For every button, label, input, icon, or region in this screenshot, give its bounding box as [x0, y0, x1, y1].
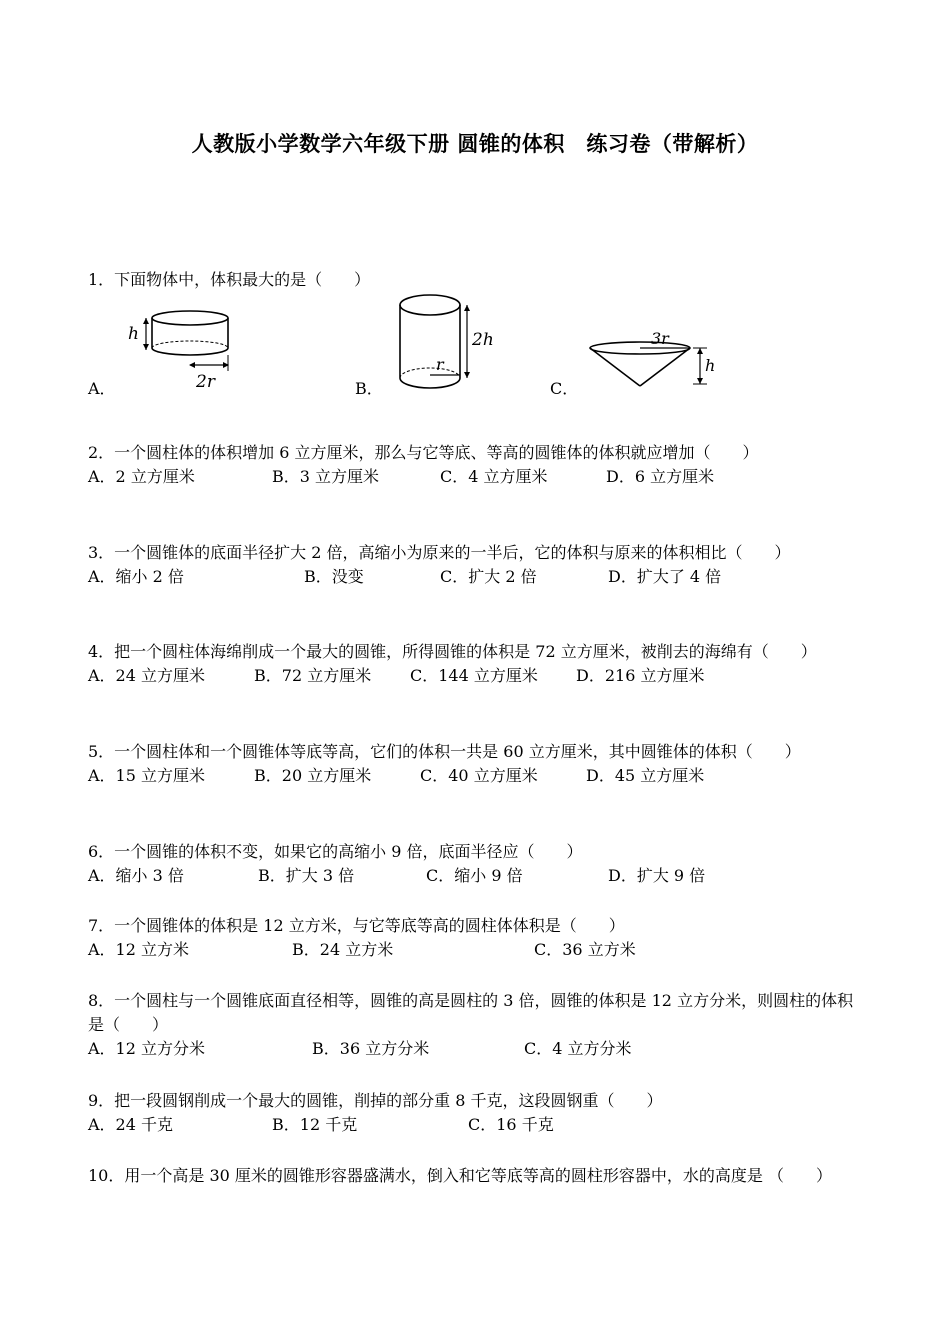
question-1	[88, 268, 868, 292]
question-stem: 7．一个圆锥体的体积是 12 立方米，与它等底等高的圆柱体体积是（ ）	[88, 916, 625, 935]
option-row	[88, 1113, 868, 1137]
question-stem: 9．把一段圆钢削成一个最大的圆锥，削掉的部分重 8 千克，这段圆钢重（ ）	[88, 1091, 663, 1110]
option-a[interactable]: A．2 立方厘米	[88, 467, 195, 486]
option-d[interactable]: D．6 立方厘米	[606, 467, 715, 486]
question-stem: 6．一个圆锥的体积不变，如果它的高缩小 9 倍，底面半径应（ ）	[88, 842, 583, 861]
question-stem: 3．一个圆锥体的底面半径扩大 2 倍，高缩小为原来的一半后，它的体积与原来的体积相比（ ）	[88, 543, 791, 562]
option-c-label: C．	[550, 379, 579, 398]
option-a-label: A．	[88, 379, 116, 398]
question-5	[88, 740, 868, 788]
option-row	[88, 465, 868, 489]
option-d[interactable]: D．45 立方厘米	[586, 766, 705, 785]
option-a[interactable]: A．24 千克	[88, 1115, 174, 1134]
option-c[interactable]: C．144 立方厘米	[410, 666, 538, 685]
option-c[interactable]: C．40 立方厘米	[420, 766, 538, 785]
dim-h-label: h	[128, 324, 139, 344]
question-stem: 5．一个圆柱体和一个圆锥体等底等高，它们的体积一共是 60 立方厘米，其中圆锥体的体积（ ）	[88, 742, 801, 761]
question-stem: 8．一个圆柱与一个圆锥底面直径相等，圆锥的高是圆柱的 3 倍，圆锥的体积是 12 立方分米，则圆柱的体积是（ ）	[88, 991, 854, 1034]
option-b[interactable]: B．20 立方厘米	[254, 766, 372, 785]
option-row	[88, 664, 868, 688]
question-8	[88, 989, 868, 1061]
short-cylinder-figure	[120, 305, 240, 390]
question-stem: 1．下面物体中，体积最大的是（ ）	[88, 270, 371, 289]
option-b[interactable]: B．24 立方米	[292, 940, 394, 959]
option-c[interactable]: C．扩大 2 倍	[440, 567, 537, 586]
dim-2h-label: 2h	[472, 330, 494, 350]
option-d[interactable]: D．扩大 9 倍	[608, 866, 706, 885]
option-row	[88, 938, 868, 962]
question-9	[88, 1089, 868, 1137]
question-stem: 4．把一个圆柱体海绵削成一个最大的圆锥，所得圆锥的体积是 72 立方厘米，被削去的海绵有（ ）	[88, 642, 817, 661]
option-b[interactable]: B．72 立方厘米	[254, 666, 372, 685]
question-4	[88, 640, 868, 688]
option-row	[88, 565, 868, 589]
option-b-label: B．	[355, 379, 383, 398]
question-2	[88, 441, 868, 489]
option-b[interactable]: B．扩大 3 倍	[258, 866, 355, 885]
option-c[interactable]: C．4 立方分米	[524, 1039, 632, 1058]
option-a[interactable]: A．24 立方厘米	[88, 666, 206, 685]
dim-r-label: r	[436, 355, 444, 374]
option-b[interactable]: B．没变	[304, 567, 364, 586]
tall-cylinder-figure	[390, 290, 500, 395]
option-c[interactable]: C．16 千克	[468, 1115, 554, 1134]
option-b[interactable]: B．3 立方厘米	[272, 467, 380, 486]
option-row	[88, 864, 868, 888]
option-row	[88, 764, 868, 788]
option-c[interactable]: C．36 立方米	[534, 940, 636, 959]
option-a[interactable]: A．12 立方米	[88, 940, 190, 959]
question-stem: 10．用一个高是 30 厘米的圆锥形容器盛满水，倒入和它等底等高的圆柱形容器中，水的高度是 （ ）	[88, 1166, 832, 1185]
option-d[interactable]: D．216 立方厘米	[576, 666, 705, 685]
option-a[interactable]: A．缩小 3 倍	[88, 866, 184, 885]
question-10	[88, 1164, 868, 1188]
question-6	[88, 840, 868, 888]
question-stem: 2．一个圆柱体的体积增加 6 立方厘米，那么与它等底、等高的圆锥体的体积就应增加（ ）	[88, 443, 759, 462]
dim-h-label: h	[705, 356, 716, 375]
option-b[interactable]: B．12 千克	[272, 1115, 358, 1134]
question-7	[88, 914, 868, 962]
page-title: 人教版小学数学六年级下册 圆锥的体积 练习卷（带解析）	[191, 132, 759, 156]
option-d[interactable]: D．扩大了 4 倍	[608, 567, 722, 586]
option-row	[88, 1037, 868, 1061]
question-3	[88, 541, 868, 589]
dim-3r-label: 3r	[651, 329, 669, 348]
option-a[interactable]: A．15 立方厘米	[88, 766, 206, 785]
option-a[interactable]: A．缩小 2 倍	[88, 567, 184, 586]
dim-2r-label: 2r	[196, 372, 215, 390]
option-a[interactable]: A．12 立方分米	[88, 1039, 206, 1058]
option-c[interactable]: C．4 立方厘米	[440, 467, 548, 486]
option-b[interactable]: B．36 立方分米	[312, 1039, 430, 1058]
wide-cone-figure	[585, 328, 725, 393]
option-c[interactable]: C．缩小 9 倍	[426, 866, 523, 885]
